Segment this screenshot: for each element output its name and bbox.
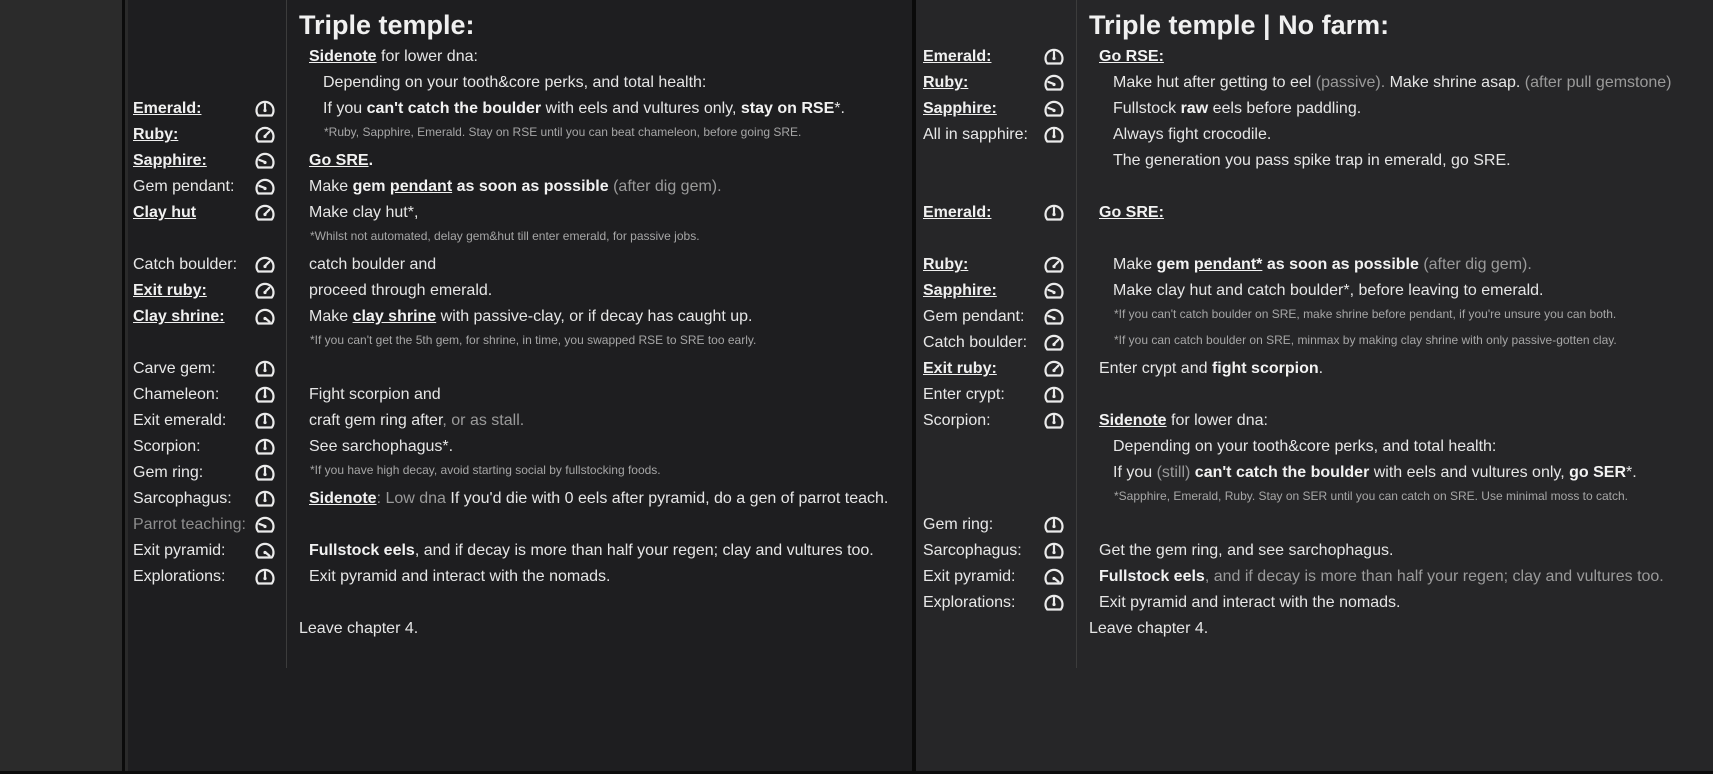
dial-icon-up — [1043, 384, 1065, 406]
dial-icon-up — [254, 384, 276, 406]
step-label: Gem pendant: — [923, 308, 1025, 325]
dial-icon-left — [254, 150, 276, 172]
footnote: *If you can catch boulder on SRE, minmax by making clay shrine with only passive-gotten clay. — [1114, 333, 1617, 347]
text-line: See sarchophagus*. — [309, 438, 454, 455]
text-line: Depending on your tooth&core perks, and total health: — [323, 74, 707, 91]
dial-icon-upright — [254, 280, 276, 302]
dial-icon-up — [1043, 514, 1065, 536]
step-label: Sarcophagus: — [923, 542, 1022, 559]
step-label: Scorpion: — [923, 412, 991, 429]
dial-icon-upright — [254, 124, 276, 146]
dial-icon-up — [254, 98, 276, 120]
text-line: Fullstock eels, and if decay is more than half your regen; clay and vultures too. — [309, 542, 874, 559]
step-label: Chameleon: — [133, 386, 220, 403]
text-line: Exit pyramid and interact with the nomads. — [309, 568, 611, 585]
text-line: Go SRE. — [309, 152, 374, 169]
text-line: craft gem ring after, or as stall. — [309, 412, 525, 429]
dial-icon-left — [254, 176, 276, 198]
text-line: Always fight crocodile. — [1113, 126, 1272, 143]
text-line: Leave chapter 4. — [1089, 620, 1209, 637]
step-label: Exit pyramid: — [133, 542, 226, 559]
text-line: catch boulder and — [309, 256, 437, 273]
text-line: Go RSE: — [1099, 48, 1164, 65]
text-line: Leave chapter 4. — [299, 620, 419, 637]
dial-icon-upright — [1043, 254, 1065, 276]
text-line: Go SRE: — [1099, 204, 1164, 221]
step-label: Exit emerald: — [133, 412, 227, 429]
text-line: Depending on your tooth&core perks, and total health: — [1113, 438, 1497, 455]
text-line: Sidenote: Low dna If you'd die with 0 eels after pyramid, do a gen of parrot teach. — [309, 490, 889, 507]
panel-triple-temple-no-farm — [916, 0, 1713, 774]
footnote: *Ruby, Sapphire, Emerald. Stay on RSE until you can beat chameleon, before going SRE. — [324, 125, 802, 139]
step-label: Carve gem: — [133, 360, 216, 377]
dial-icon-up — [254, 436, 276, 458]
left-margin-bar — [0, 0, 125, 774]
step-label: Sapphire: — [923, 100, 997, 117]
text-line: Get the gem ring, and see sarchophagus. — [1099, 542, 1394, 559]
page-title: Triple temple: — [299, 10, 475, 40]
text-line: If you can't catch the boulder with eels and vultures only, stay on RSE*. — [323, 100, 845, 117]
footnote: *Whilst not automated, delay gem&hut till enter emerald, for passive jobs. — [310, 229, 700, 243]
dial-icon-upright — [1043, 358, 1065, 380]
step-label: Exit ruby: — [923, 360, 997, 377]
step-label: Parrot teaching: — [133, 516, 246, 533]
dial-icon-left — [1043, 280, 1065, 302]
step-label: Gem ring: — [923, 516, 994, 533]
step-label: Ruby: — [923, 256, 969, 273]
page-title: Triple temple | No farm: — [1089, 10, 1390, 40]
step-label: Exit ruby: — [133, 282, 207, 299]
text-line: Make clay shrine with passive-clay, or if decay has caught up. — [309, 308, 753, 325]
text-line: Sidenote for lower dna: — [309, 48, 478, 65]
text-line: If you (still) can't catch the boulder with eels and vultures only, go SER*. — [1113, 464, 1637, 481]
dial-icon-up — [254, 358, 276, 380]
footnote: *If you have high decay, avoid starting social by fullstocking foods. — [310, 463, 661, 477]
step-label: Exit pyramid: — [923, 568, 1016, 585]
step-label: Emerald: — [923, 204, 992, 221]
footnote: *If you can't get the 5th gem, for shrine, in time, you swapped RSE to SRE too early. — [310, 333, 757, 347]
text-line: proceed through emerald. — [309, 282, 493, 299]
step-label: Ruby: — [923, 74, 969, 91]
step-label: Emerald: — [923, 48, 992, 65]
dial-icon-up — [254, 566, 276, 588]
step-label: Ruby: — [133, 126, 179, 143]
dial-icon-up — [254, 488, 276, 510]
step-label: Catch boulder: — [923, 334, 1028, 351]
footnote: *If you can't catch boulder on SRE, make shrine before pendant, if you're unsure you can both. — [1114, 307, 1617, 321]
text-line: Make gem pendant as soon as possible (after dig gem). — [309, 178, 722, 195]
dial-icon-left — [1043, 72, 1065, 94]
step-label: Clay shrine: — [133, 308, 225, 325]
dial-icon-up — [1043, 540, 1065, 562]
step-label: Sapphire: — [923, 282, 997, 299]
step-label: Clay hut — [133, 204, 197, 221]
step-label: Sapphire: — [133, 152, 207, 169]
panel-triple-temple — [128, 0, 916, 774]
dial-icon-up — [1043, 410, 1065, 432]
dial-icon-upright — [254, 254, 276, 276]
text-line: Exit pyramid and interact with the nomads. — [1099, 594, 1401, 611]
dial-icon-up — [1043, 202, 1065, 224]
text-line: Make clay hut and catch boulder*, before leaving to emerald. — [1113, 282, 1544, 299]
text-line: Make hut after getting to eel (passive). Make shrine asap. (after pull gemstone) — [1113, 74, 1672, 91]
dial-icon-downright — [1043, 566, 1065, 588]
step-label: Explorations: — [923, 594, 1016, 611]
text-line: Enter crypt and fight scorpion. — [1099, 360, 1324, 377]
dial-icon-upright — [1043, 332, 1065, 354]
dial-icon-downright — [254, 540, 276, 562]
step-label: Catch boulder: — [133, 256, 238, 273]
dial-icon-up — [254, 462, 276, 484]
dial-icon-up — [1043, 46, 1065, 68]
text-line: Make clay hut*, — [309, 204, 419, 221]
text-line: Fullstock eels, and if decay is more than half your regen; clay and vultures too. — [1099, 568, 1664, 585]
dial-icon-left — [1043, 306, 1065, 328]
step-label: Emerald: — [133, 100, 202, 117]
text-line: Fight scorpion and — [309, 386, 441, 403]
step-label: All in sapphire: — [923, 126, 1028, 143]
footnote: *Sapphire, Emerald, Ruby. Stay on SER until you can catch on SRE. Use minimal moss to catch. — [1114, 489, 1629, 503]
dial-icon-left — [254, 514, 276, 536]
step-label: Gem pendant: — [133, 178, 235, 195]
text-line: Make gem pendant* as soon as possible (after dig gem). — [1113, 256, 1532, 273]
text-line: The generation you pass spike trap in emerald, go SRE. — [1113, 152, 1511, 169]
step-label: Gem ring: — [133, 464, 204, 481]
dial-icon-downright — [254, 306, 276, 328]
dial-icon-left — [1043, 98, 1065, 120]
dial-icon-upright — [254, 202, 276, 224]
text-line: Sidenote for lower dna: — [1099, 412, 1268, 429]
step-label: Scorpion: — [133, 438, 201, 455]
dial-icon-up — [1043, 124, 1065, 146]
dial-icon-up — [1043, 592, 1065, 614]
dial-icon-up — [254, 410, 276, 432]
step-label: Explorations: — [133, 568, 226, 585]
step-label: Sarcophagus: — [133, 490, 232, 507]
step-label: Enter crypt: — [923, 386, 1005, 403]
text-line: Fullstock raw eels before paddling. — [1113, 100, 1362, 117]
